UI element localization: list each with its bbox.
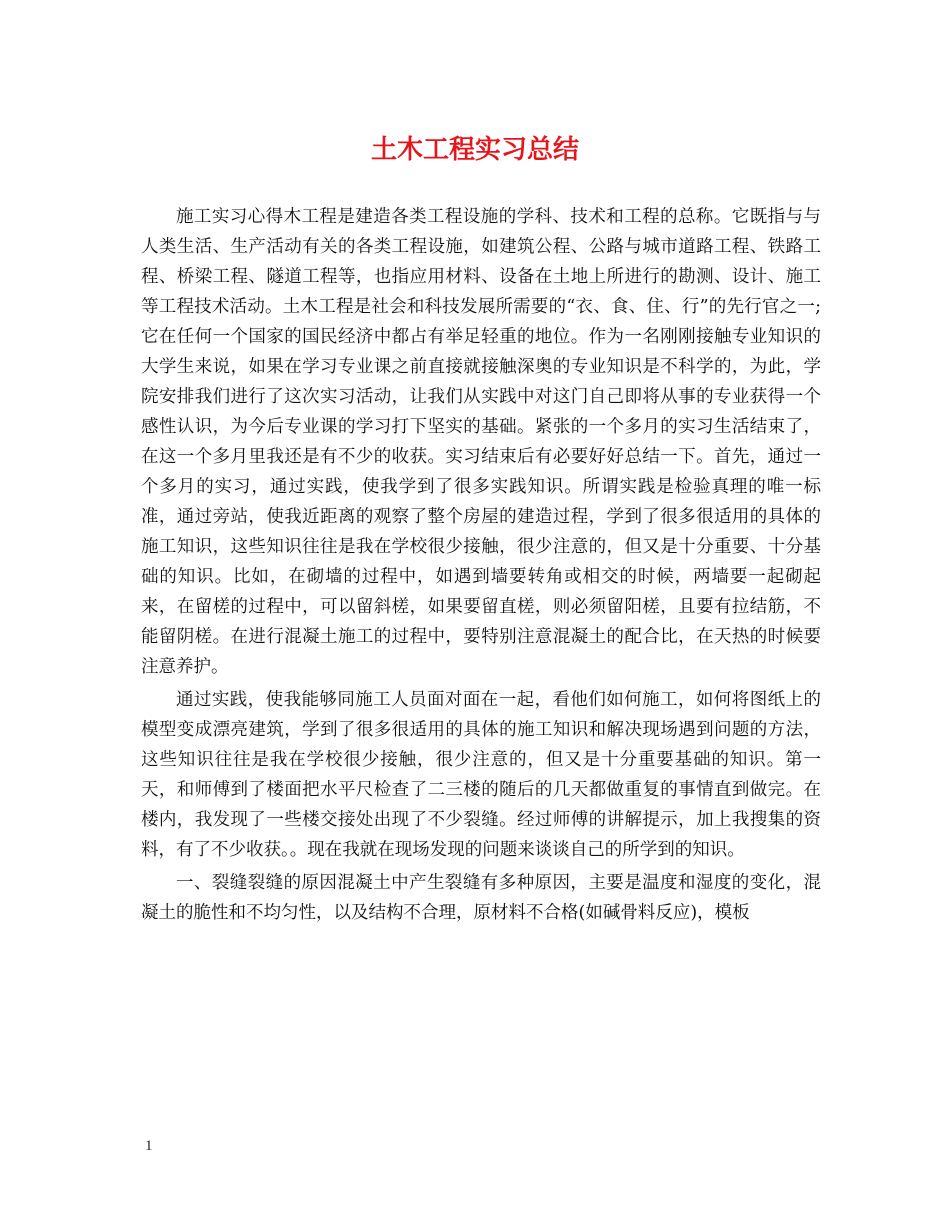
page-number: 1	[145, 1138, 153, 1154]
paragraph-2: 通过实践，使我能够同施工人员面对面在一起，看他们如何施工，如何将图纸上的模型变成漂亮建筑，学到了很多很适用的具体的施工知识和解决现场遇到问题的方法，这些知识往往是我在学校很少接触，很少注意的，但又是十分重要基础的知识。第一天，和师傅到了楼面把水平尺检查了二三楼的随后的几天都做重复的事情直到做完。在楼内，我发现了一些楼交接处出现了不少裂缝。经过师傅的讲解提示，加上我搜集的资料，有了不少收获。。现在我就在现场发现的问题来谈谈自己的所学到的知识。	[141, 690, 821, 860]
document-body	[141, 202, 821, 931]
paragraph-1: 施工实习心得木工程是建造各类工程设施的学科、技术和工程的总称。它既指与与人类生活、生产活动有关的各类工程设施，如建筑公程、公路与城市道路工程、铁路工程、桥梁工程、隧道工程等，也指应用材料、设备在土地上所进行的勘测、设计、施工等工程技术活动。土木工程是社会和科技发展所需要的“衣、食、住、行”的先行官之一;它在任何一个国家的国民经济中都占有举足轻重的地位。作为一名刚刚接触专业知识的大学生来说，如果在学习专业课之前直接就接触深奥的专业知识是不科学的，为此，学院安排我们进行了这次实习活动，让我们从实践中对这门自己即将从事的专业获得一个感性认识，为今后专业课的学习打下坚实的基础。紧张的一个多月的实习生活结束了，在这一个多月里我还是有不少的收获。实习结束后有必要好好总结一下。首先，通过一个多月的实习，通过实践，使我学到了很多实践知识。所谓实践是检验真理的唯一标准，通过旁站，使我近距离的观察了整个房屋的建造过程，学到了很多很适用的具体的施工知识，这些知识往往是我在学校很少接触，很少注意的，但又是十分重要、十分基础的知识。比如，在砌墙的过程中，如遇到墙要转角或相交的时候，两墙要一起砌起来，在留槎的过程中，可以留斜槎，如果要留直槎，则必须留阳槎，且要有拉结筋，不能留阴槎。在进行混凝土施工的过程中，要特别注意混凝土的配合比，在天热的时候要注意养护。	[141, 207, 821, 677]
document-title: 土木工程实习总结	[370, 135, 579, 165]
paragraph-3: 一、裂缝裂缝的原因混凝土中产生裂缝有多种原因，主要是温度和湿度的变化，混凝土的脆性和不均匀性，以及结构不合理，原材料不合格(如碱骨料反应)，模板	[141, 873, 821, 923]
